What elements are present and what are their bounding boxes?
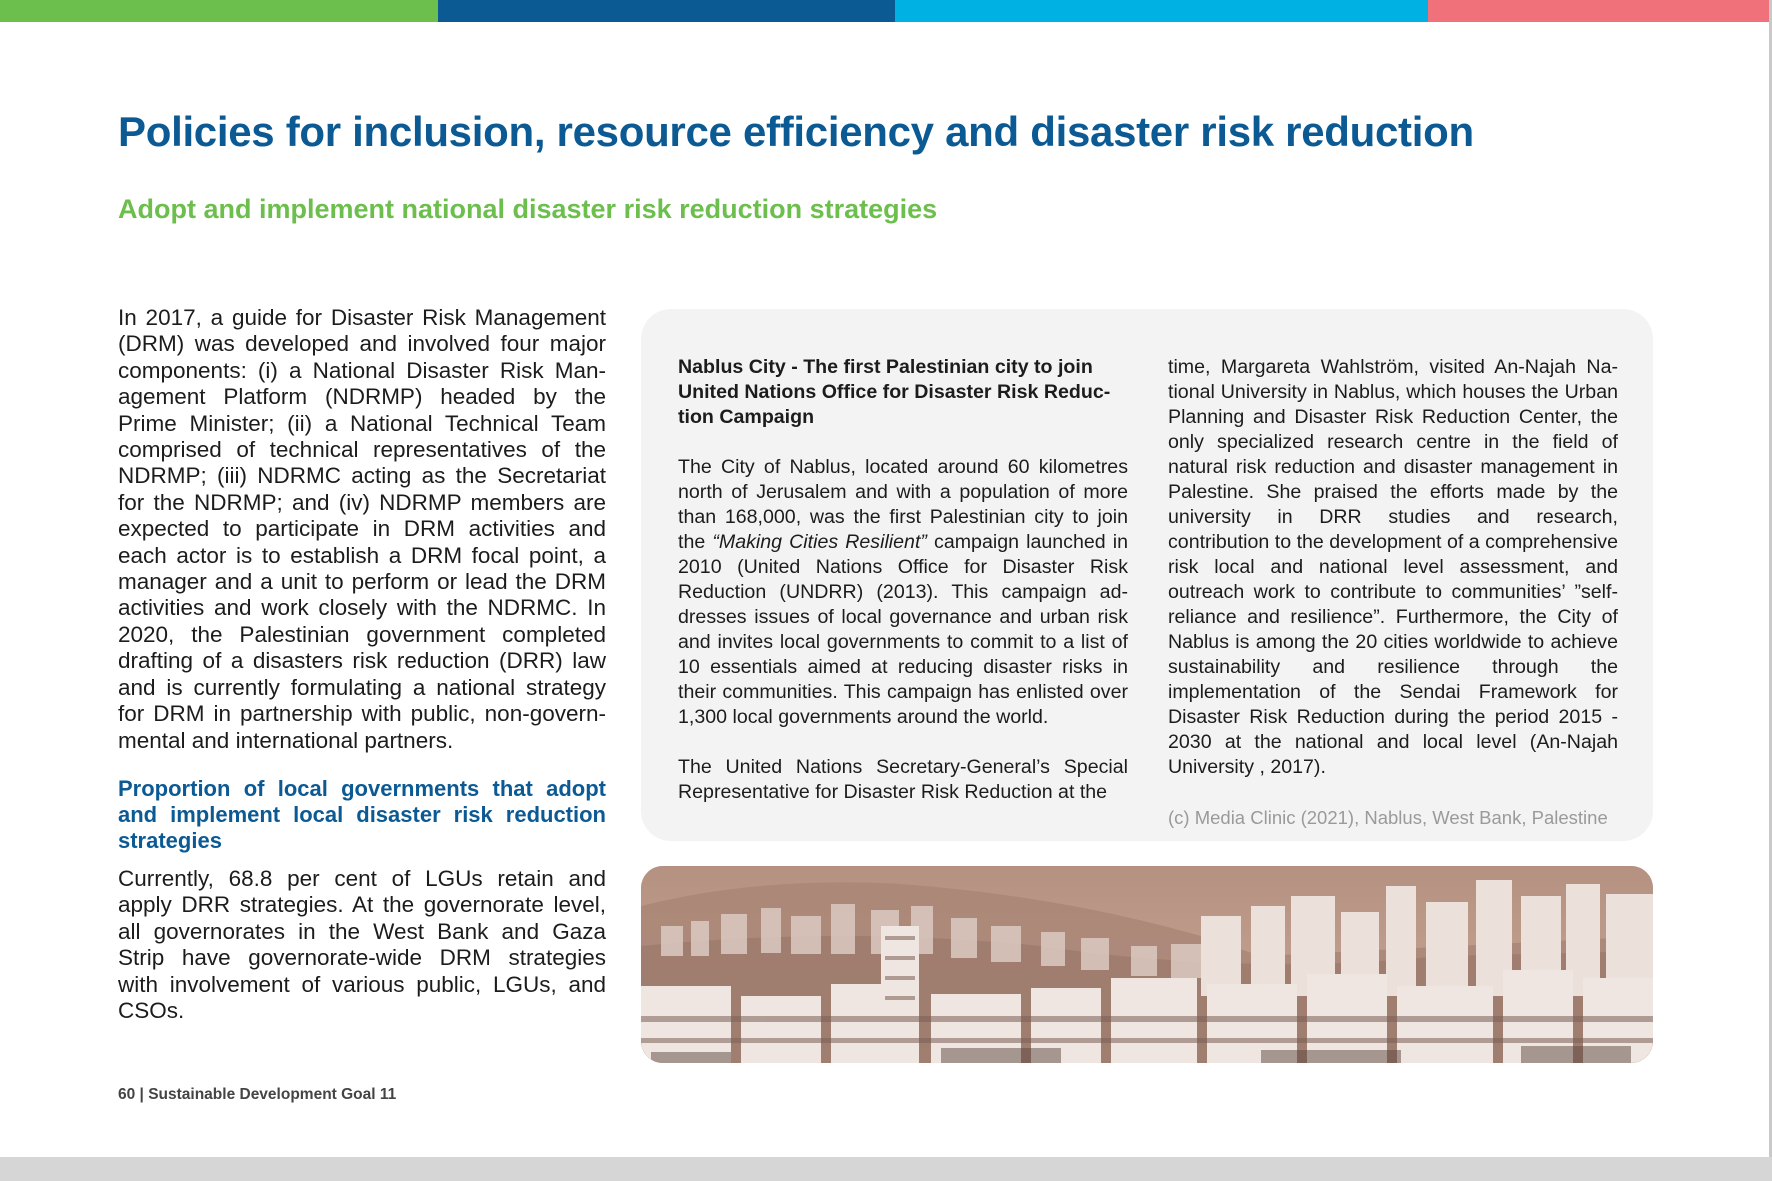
page-footer: 60 | Sustainable Development Goal 11 — [118, 1086, 397, 1103]
photo-credit: (c) Media Clinic (2021), Nablus, West Bank, Palestine — [1168, 807, 1608, 828]
left-column — [118, 305, 606, 1024]
nablus-city-photo — [641, 866, 1653, 1063]
color-bar-cyan — [895, 0, 1428, 22]
bottom-strip — [0, 1157, 1772, 1181]
color-bar-navy — [438, 0, 895, 22]
city-skyline-image — [641, 866, 1653, 1063]
campaign-name: “Making Cities Resilient” — [712, 531, 927, 553]
indicator-paragraph: Currently, 68.8 per cent of LGUs retain and apply DRR strategies. At the governorate level, all governorates in the West Bank and Gaza Strip have governorate-wide DRM strategies with involvement of various public, LGUs, and CSOs. — [118, 865, 606, 1023]
page-subtitle: Adopt and implement national disaster risk reduction strategies — [118, 194, 938, 224]
case-study-column-1 — [678, 355, 1128, 830]
case-study-title: Nablus City - The first Palestinian city to join United Nations Office for Disaster Risk Reduction Campaign — [678, 356, 1111, 428]
case-study-paragraph-1 — [678, 455, 1128, 730]
color-bar-pink — [1428, 0, 1772, 22]
case-study-paragraph-2: The United Nations Secretary-General’s Special Representative for Disaster Risk Reduction at the — [678, 756, 1128, 803]
top-color-bar — [0, 0, 1772, 22]
case-study-box — [641, 309, 1653, 841]
indicator-heading: Proportion of local governments that adopt and implement local disaster risk reduction strategies — [118, 775, 606, 853]
case-study-column-2 — [1168, 355, 1618, 855]
intro-paragraph: In 2017, a guide for Disaster Risk Management (DRM) was developed and involved four major components: (i) a National Disaster Risk Management Platform (NDRMP) headed by the Prime Minister; (ii) a National Technical Team comprised of technical representatives of the NDRMP; (iii) NDRMC acting as the Secretariat for the NDRMP; and (iv) NDRMP members are expected to participate in DRM activities and each actor is to establish a DRM focal point, a manager and a unit to perform or lead the DRM activities and work closely with the NDRMC. In 2020, the Palestinian government completed drafting of a disasters risk reduction (DRR) law and is currently formulating a national strategy for DRM in partnership with public, non-governmental and international partners. — [118, 305, 606, 753]
page-title: Policies for inclusion, resource efficiency and disaster risk reduction — [118, 108, 1474, 155]
p1-start: The City of Nablus, located around 60 kilometres north of Jerusalem and with a population of more than 168,000, was the first Palestinian city to join the — [678, 456, 1128, 553]
color-bar-green — [0, 0, 438, 22]
p1-end: campaign launched in 2010 (United Nations Office for Disaster Risk Reduction (UNDRR) (2013). This campaign addresses issues of local governance and urban risk and invites local governments to commit to a list of 10 essentials aimed at reducing disaster risks in their communities. This campaign has enlisted over 1,300 local governments around the world. — [678, 531, 1129, 728]
case-study-paragraph-3: time, Margareta Wahlström, visited An-Najah National University in Nablus, which houses the Urban Planning and Disaster Risk Reduction Center, the only specialized research centre in the field of natural risk reduction and disaster management in Palestine. She praised the efforts made by the university in DRR studies and research, contribution to the development of a comprehensive risk local and national level assessment, and outreach work to contribute to communities’ ”self-reliance and resilience”. Furthermore, the City of Nablus is among the 20 cities worldwide to achieve sustainability and resilience through the implementation of the Sendai Framework for Disaster Risk Reduction during the period 2015 - 2030 at the national and local level (An-Najah University , 2017). — [1168, 356, 1618, 778]
